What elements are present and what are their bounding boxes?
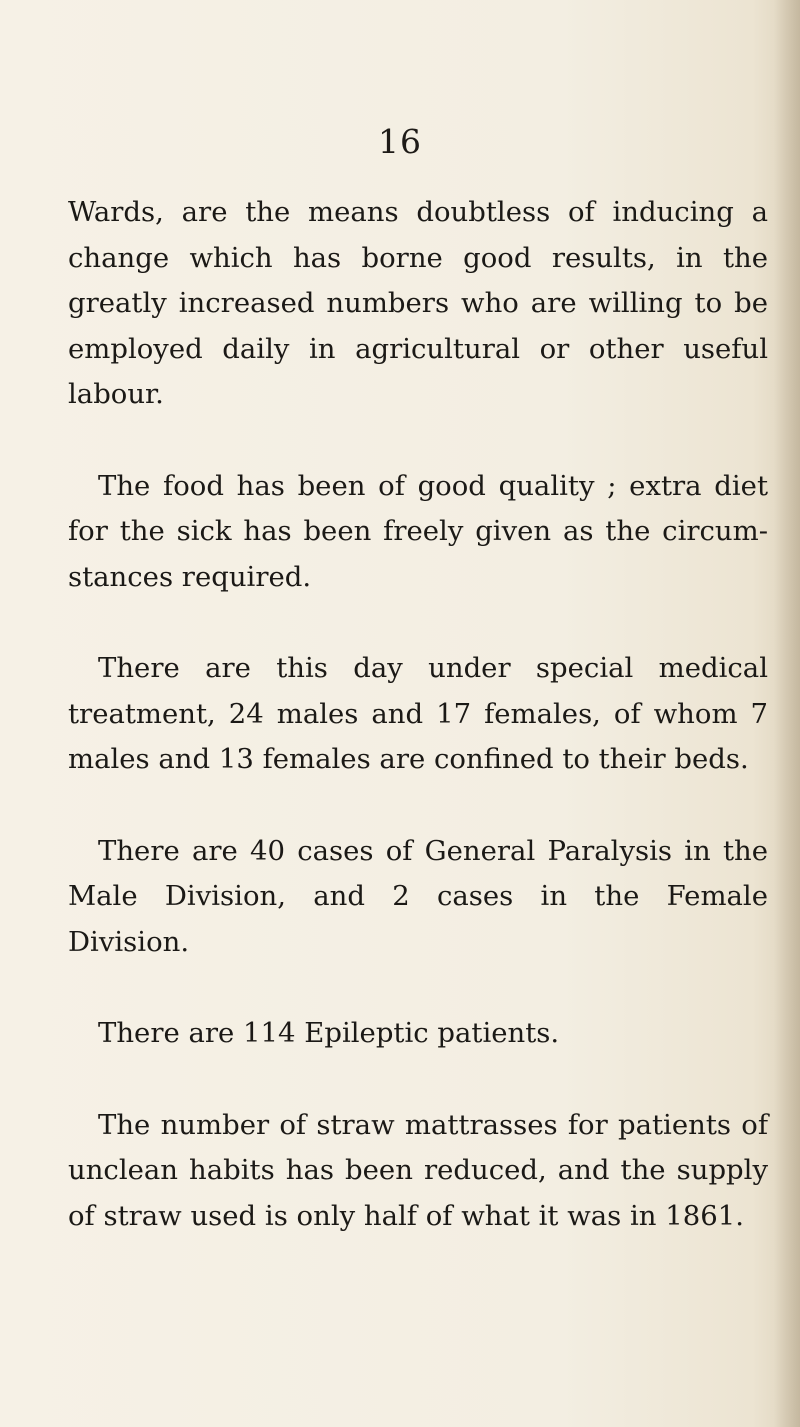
page-number: 16: [378, 122, 422, 161]
paragraph-epileptic: There are 114 Epileptic patients.: [98, 1017, 560, 1049]
paragraph-wards: Wards, are the means doubtless of inducing a change which has borne good results, in the greatly increased numbers who are willing to be employed daily in agricultural or other useful labour.: [68, 196, 768, 410]
paragraph-general-paralysis: There are 40 cases of General Paralysis in the Male Division, and 2 cases in the Female Division.: [68, 834, 768, 958]
body-text: [68, 190, 768, 1239]
paragraph-straw-mattrasses: The number of straw mattrasses for patients of unclean habits has been reduced, and the supply of straw used is only half of what it was in 1861.: [68, 1108, 768, 1232]
paragraph-food: The food has been of good quality ; extra diet for the sick has been freely given as the circum-stances required.: [68, 469, 768, 593]
page-edge-shadow: [774, 0, 800, 1427]
paragraph-medical-treatment: There are this day under special medical treatment, 24 males and 17 females, of whom 7 males and 13 females are confined to their beds.: [68, 652, 768, 775]
